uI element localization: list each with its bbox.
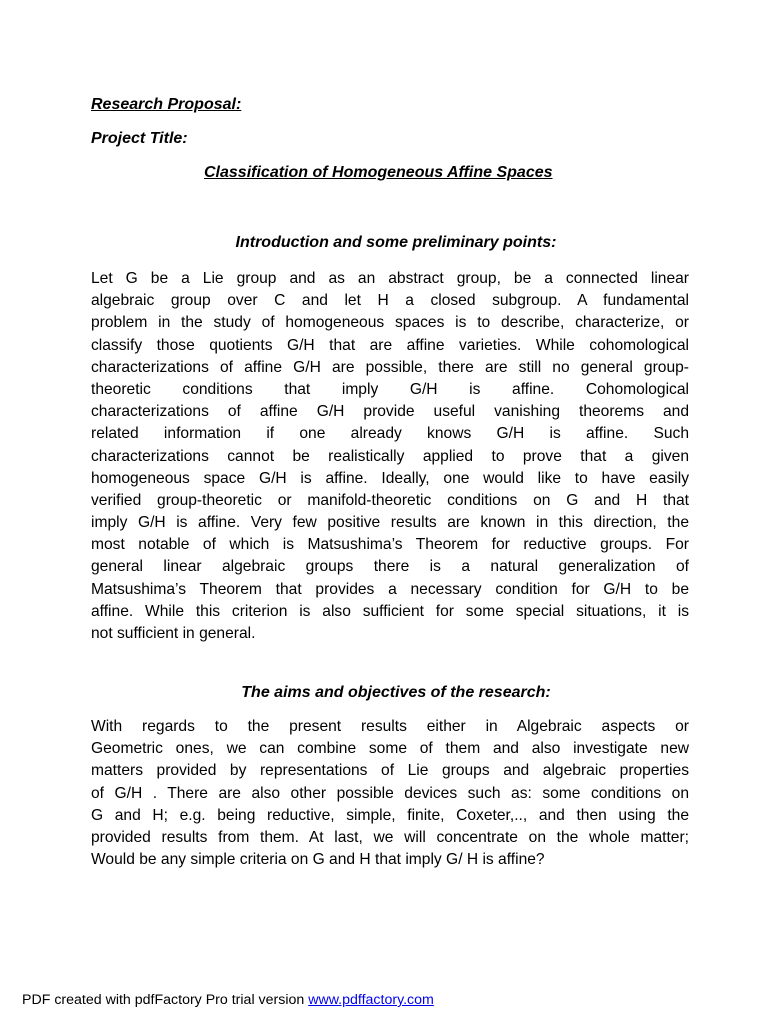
section-heading-aims: The aims and objectives of the research: [241, 684, 551, 701]
paragraph-line: With regards to the present results either in Algebraic aspects or [91, 718, 689, 735]
footer-link[interactable]: www.pdffactory.com [308, 992, 434, 1008]
paragraph-line: affine. While this criterion is also sufficient for some special situations, it is [91, 602, 689, 620]
paragraph-line: provided results from them. At last, we will concentrate on the whole matter; [91, 828, 689, 846]
paragraph-line: verified group-theoretic or manifold-theoretic conditions on G and H that [91, 491, 689, 509]
paragraph-line: Geometric ones, we can combine some of them and also investigate new [91, 740, 689, 758]
paragraph-line: most notable of which is Matsushima’s Theorem for reductive groups. For [91, 536, 689, 554]
paragraph-line: classify those quotients G/H that are affine varieties. While cohomological [91, 336, 689, 354]
document-title: Classification of Homogeneous Affine Spaces [204, 164, 553, 181]
paragraph-line: general linear algebraic groups there is a natural generalization of [91, 558, 689, 576]
paragraph-line: Let G be a Lie group and as an abstract group, be a connected linear [91, 270, 689, 287]
paragraph-line: matters provided by representations of Lie groups and algebraic properties [91, 762, 689, 780]
paragraph-line: theoretic conditions that imply G/H is affine. Cohomological [91, 380, 689, 398]
paragraph-line: characterizations of affine G/H provide useful vanishing theorems and [91, 403, 689, 421]
pdf-footer [22, 992, 434, 1008]
introduction-paragraph [91, 268, 689, 645]
paragraph-line: of G/H . There are also other possible devices such as: some conditions on [91, 784, 689, 802]
paragraph-line: G and H; e.g. being reductive, simple, finite, Coxeter,.., and then using the [91, 806, 689, 824]
aims-paragraph [91, 716, 689, 871]
project-title-label: Project Title: [91, 130, 188, 147]
paragraph-line: algebraic group over C and let H a closed subgroup. A fundamental [91, 292, 689, 310]
footer-text: PDF created with pdfFactory Pro trial version [22, 992, 309, 1008]
paragraph-line: not sufficient in general. [91, 625, 256, 642]
paragraph-line: homogeneous space G/H is affine. Ideally, one would like to have easily [91, 469, 689, 487]
research-proposal-label: Research Proposal: [91, 96, 242, 113]
paragraph-line: characterizations cannot be realistically applied to prove that a given [91, 447, 689, 465]
paragraph-line: problem in the study of homogeneous spaces is to describe, characterize, or [91, 314, 689, 332]
paragraph-line: characterizations of affine G/H are possible, there are still no general group- [91, 358, 689, 376]
paragraph-line: Matsushima’s Theorem that provides a necessary condition for G/H to be [91, 580, 689, 598]
paragraph-line: related information if one already knows G/H is affine. Such [91, 425, 689, 443]
paragraph-line: imply G/H is affine. Very few positive results are known in this direction, the [91, 514, 689, 532]
section-heading-introduction: Introduction and some preliminary points: [235, 234, 557, 251]
paragraph-line: Would be any simple criteria on G and H that imply G/ H is affine? [91, 851, 545, 869]
